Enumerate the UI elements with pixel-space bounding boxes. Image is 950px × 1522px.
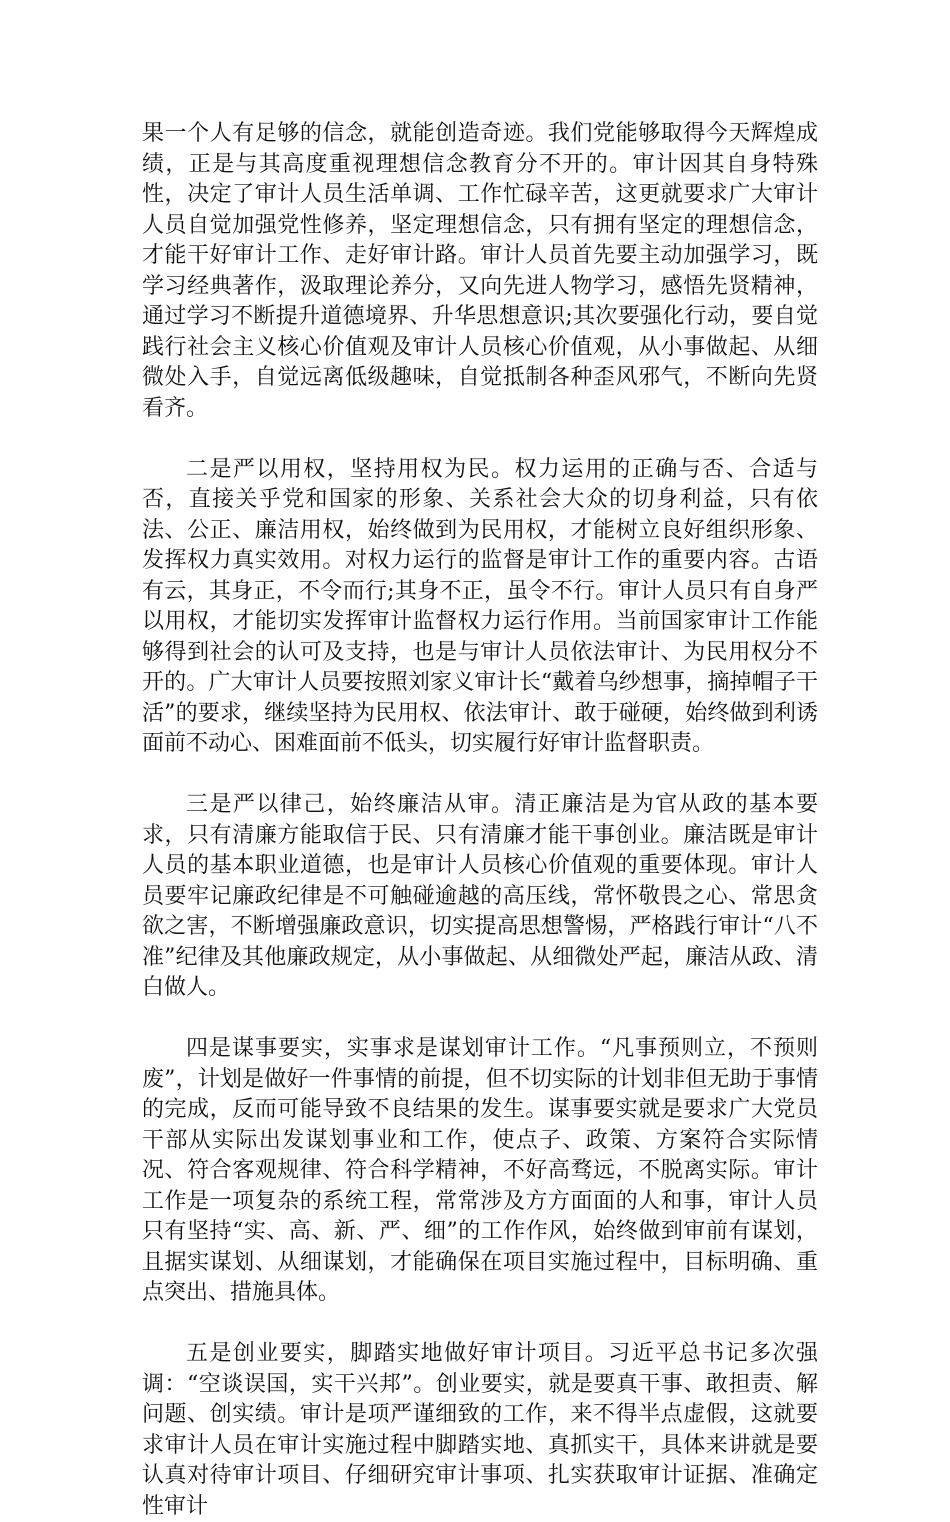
document-body: [142, 119, 818, 1522]
paragraph-continued: 果一个人有足够的信念，就能创造奇迹。我们党能够取得今天辉煌成绩，正是与其高度重视理想信念教育分不开的。审计因其自身特殊性，决定了审计人员生活单调、工作忙碌辛苦，这更就要求广大审计人员自觉加强党性修养，坚定理想信念，只有拥有坚定的理想信念，才能干好审计工作、走好审计路。审计人员首先要主动加强学习，既学习经典著作，汲取理论养分，又向先进人物学习，感悟先贤精神，通过学习不断提升道德境界、升华思想意识;其次要强化行动，要自觉践行社会主义核心价值观及审计人员核心价值观，从小事做起、从细微处入手，自觉远离低级趣味，自觉抵制各种歪风邪气，不断向先贤看齐。: [142, 121, 818, 421]
paragraph-point-three: 三是严以律己，始终廉洁从审。清正廉洁是为官从政的基本要求，只有清廉方能取信于民、只有清廉才能干事创业。廉洁既是审计人员的基本职业道德，也是审计人员核心价值观的重要体现。审计人员要牢记廉政纪律是不可触碰逾越的高压线，常怀敬畏之心、常思贪欲之害，不断增强廉政意识，切实提高思想警惕，严格践行审计“八不准”纪律及其他廉政规定，从小事做起、从细微处严起，廉洁从政、清白做人。: [142, 792, 818, 1000]
paragraph-point-four: 四是谋事要实，实事求是谋划审计工作。“凡事预则立，不预则废”，计划是做好一件事情的前提，但不切实际的计划非但无助于事情的完成，反而可能导致不良结果的发生。谋事要实就是要求广大党员干部从实际出发谋划事业和工作，使点子、政策、方案符合实际情况、符合客观规律、符合科学精神，不好高骛远，不脱离实际。审计工作是一项复杂的系统工程，常常涉及方方面面的人和事，审计人员只有坚持“实、高、新、严、细”的工作作风，始终做到审前有谋划，且据实谋划、从细谋划，才能确保在项目实施过程中，目标明确、重点突出、措施具体。: [142, 1036, 818, 1305]
paragraph-point-five: 五是创业要实，脚踏实地做好审计项目。习近平总书记多次强调：“空谈误国，实干兴邦”。创业要实，就是要真干事、敢担责、解问题、创实绩。审计是项严谨细致的工作，来不得半点虚假，这就要求审计人员在审计实施过程中脚踏实地、真抓实干，具体来讲就是要认真对待审计项目、仔细研究审计事项、扎实获取审计证据、准确定性审计: [142, 1341, 818, 1519]
paragraph-point-two: 二是严以用权，坚持用权为民。权力运用的正确与否、合适与否，直接关乎党和国家的形象、关系社会大众的切身利益，只有依法、公正、廉洁用权，始终做到为民用权，才能树立良好组织形象、发挥权力真实效用。对权力运行的监督是审计工作的重要内容。古语有云，其身正，不令而行;其身不正，虽令不行。审计人员只有自身严以用权，才能切实发挥审计监督权力运行作用。当前国家审计工作能够得到社会的认可及支持，也是与审计人员依法审计、为民用权分不开的。广大审计人员要按照刘家义审计长“戴着乌纱想事，摘掉帽子干活”的要求，继续坚持为民用权、依法审计、敢于碰硬，始终做到利诱面前不动心、困难面前不低头，切实履行好审计监督职责。: [142, 456, 818, 756]
